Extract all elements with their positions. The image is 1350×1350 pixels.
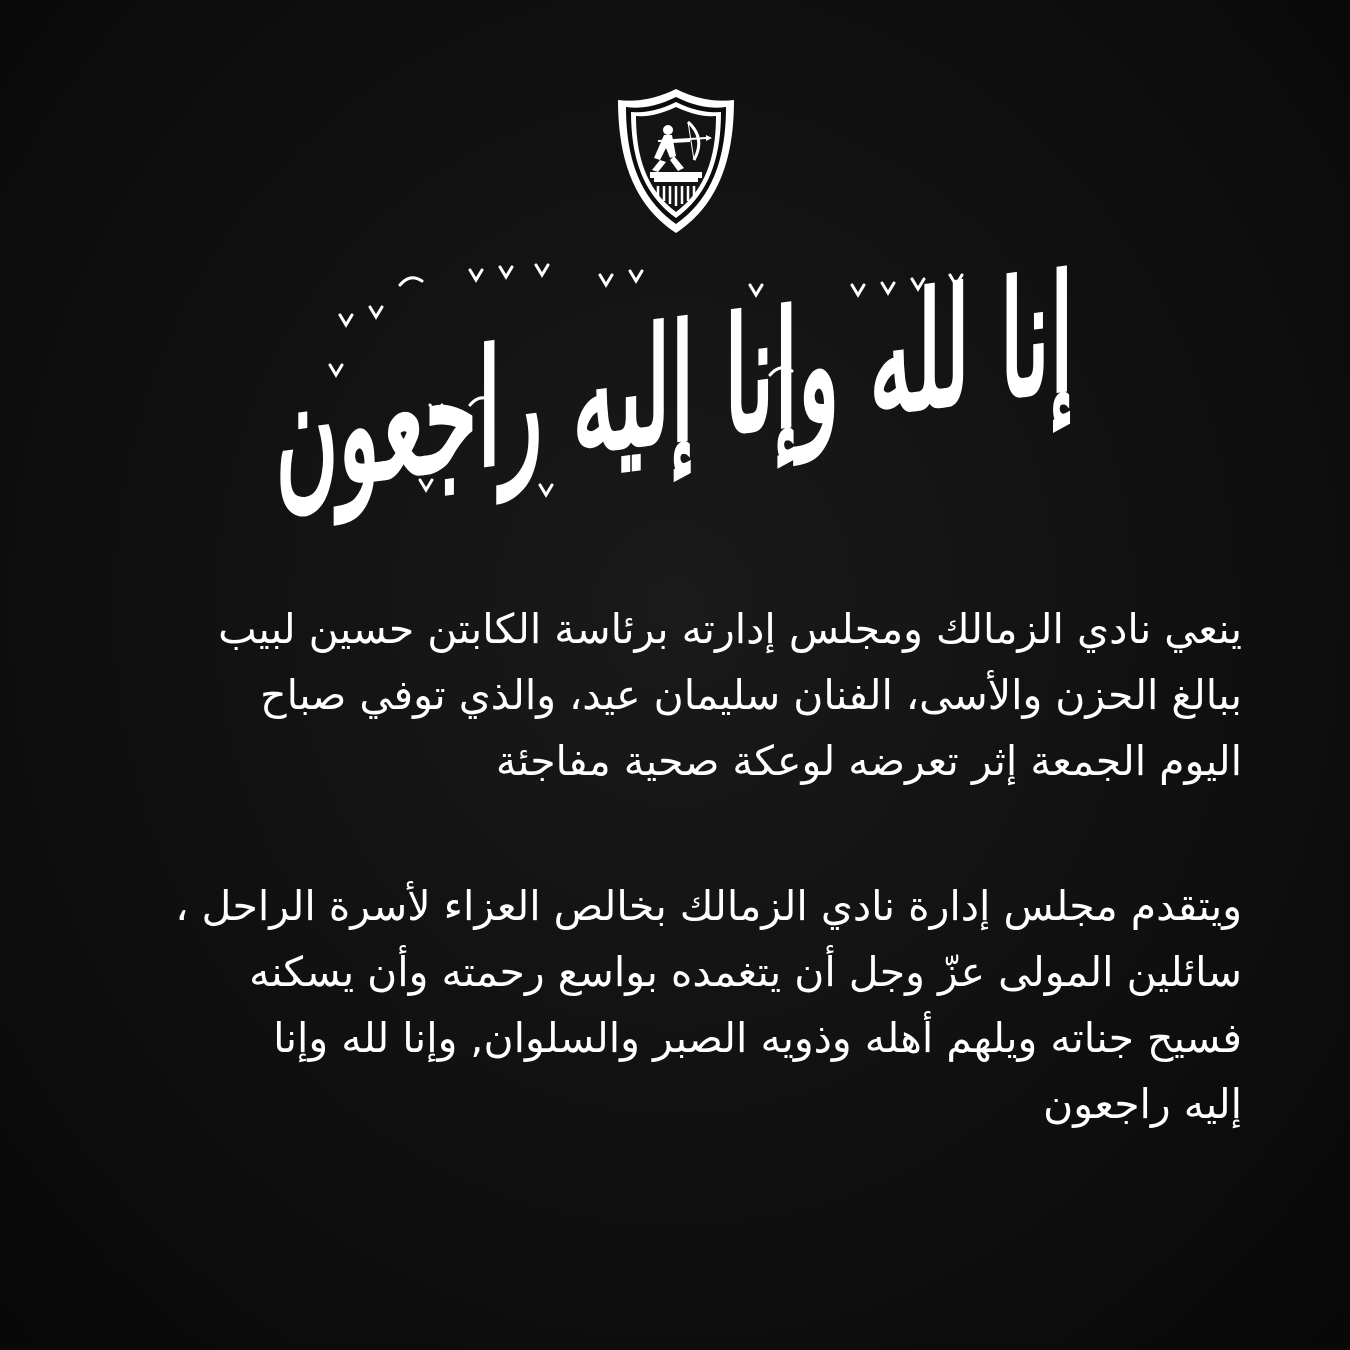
text-line: اليوم الجمعة إثر تعرضه لوعكة صحية مفاجئة xyxy=(495,737,1242,785)
text-line: ينعي نادي الزمالك ومجلس إدارته برئاسة الكابتن حسين لبيب xyxy=(218,605,1242,653)
zamalek-club-crest-icon xyxy=(614,86,738,236)
text-line: فسيح جناته ويلهم أهله وذويه الصبر والسلوان, وإنا لله وإنا xyxy=(273,1014,1242,1062)
text-line: إليه راجعون xyxy=(1043,1080,1242,1128)
text-line: ببالغ الحزن والأسى، الفنان سليمان عيد، والذي توفي صباح xyxy=(260,671,1242,719)
text-line: ويتقدم مجلس إدارة نادي الزمالك بخالص العزاء لأسرة الراحل ، xyxy=(175,882,1242,930)
calligraphy-text: إنا لله وإنا إليه راجعون xyxy=(275,238,1075,530)
calligraphy-verse xyxy=(275,238,1075,530)
announcement-paragraph xyxy=(132,596,1242,794)
text-line: سائلين المولى عزّ وجل أن يتغمده بواسع رحمته وأن يسكنه xyxy=(249,948,1242,996)
condolence-paragraph xyxy=(132,873,1242,1137)
